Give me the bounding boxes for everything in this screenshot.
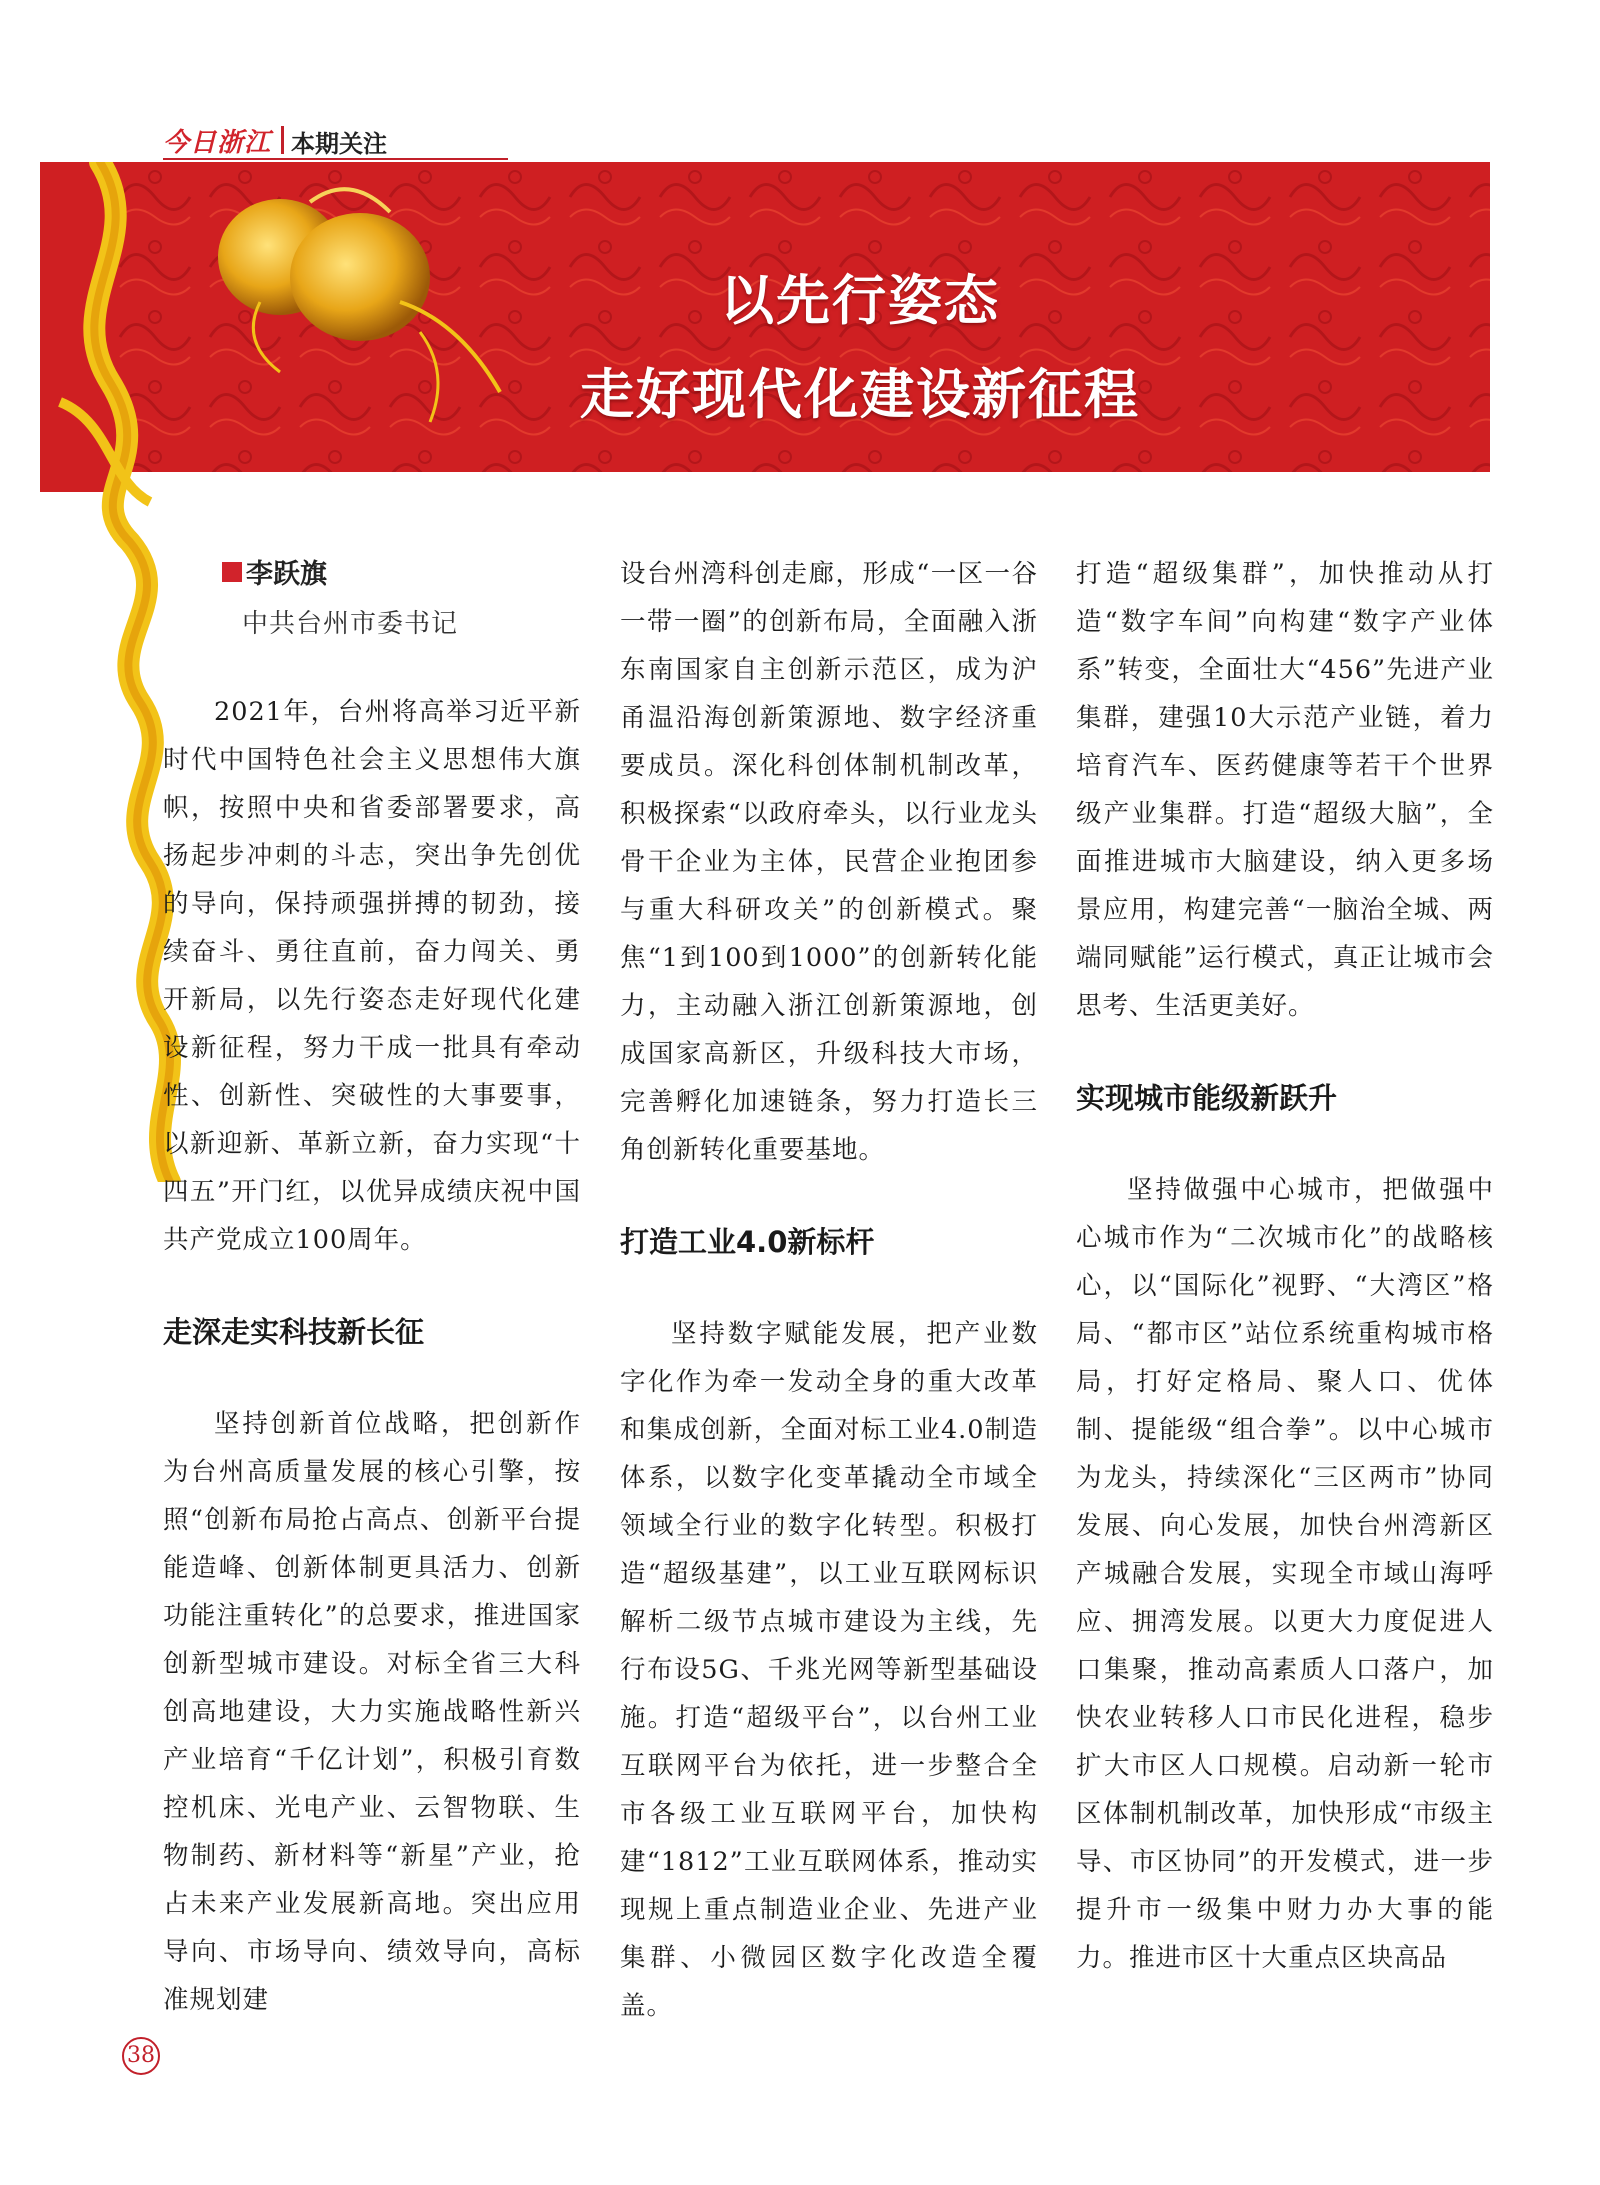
article-title-line-1: 以先行姿态 bbox=[720, 269, 1000, 332]
title-banner bbox=[110, 162, 1490, 472]
author-title: 中共台州市委书记 bbox=[242, 609, 459, 639]
article-title-line-2: 走好现代化建设新征程 bbox=[580, 363, 1140, 426]
paragraph: 设台州湾科创走廊，形成“一区一谷一带一圈”的创新布局，全面融入浙东南国家自主创新示范区，成为沪甬温沿海创新策源地、数字经济重要成员。深化科创体制机制改革，积极探索“以政府牵头，以行业龙头骨干企业为主体，民营企业抱团参与重大科研攻关”的创新模式。聚焦“1到100到1000”的创新转化能力，主动融入浙江创新策源地，创成国家高新区，升级科技大市场，完善孵化加速链条，努力打造长三角创新转化重要基地。 bbox=[620, 559, 1038, 1165]
paragraph: 坚持数字赋能发展，把产业数字化作为牵一发动全身的重大改革和集成创新，全面对标工业4.0制造体系，以数字化变革撬动全市域全领域全行业的数字化转型。积极打造“超级基建”，以工业互联网标识解析二级节点城市建设为主线，先行布设5G、千兆光网等新型基础设施。打造“超级平台”，以台州工业互联网平台为依托，进一步整合全市各级工业互联网平台，加快构建“1812”工业互联网体系，推动实现规上重点制造业企业、先进产业集群、小微园区数字化改造全覆盖。 bbox=[620, 1319, 1038, 2021]
section-heading: 走深走实科技新长征 bbox=[163, 1315, 425, 1349]
magazine-header bbox=[163, 122, 508, 160]
text-column-2 bbox=[620, 550, 1038, 2030]
text-column-3 bbox=[1076, 550, 1494, 1982]
author-block bbox=[222, 552, 458, 640]
paragraph: 坚持创新首位战略，把创新作为台州高质量发展的核心引擎，按照“创新布局抢占高点、创新平台提能造峰、创新体制更具活力、创新功能注重转化”的总要求，推进国家创新型城市建设。对标全省三大科创高地建设，大力实施战略性新兴产业培育“千亿计划”，积极引育数控机床、光电产业、云智物联、生物制药、新材料等“新星”产业，抢占未来产业发展新高地。突出应用导向、市场导向、绩效导向，高标准规划建 bbox=[163, 1409, 581, 2015]
section-heading: 打造工业4.0新标杆 bbox=[620, 1225, 875, 1259]
author-name-text: 李跃旗 bbox=[246, 559, 327, 590]
paragraph: 2021年，台州将高举习近平新时代中国特色社会主义思想伟大旗帜，按照中央和省委部署要求，高扬起步冲刺的斗志，突出争先创优的导向，保持顽强拼搏的韧劲，接续奋斗、勇往直前，奋力闯关、勇开新局，以先行姿态走好现代化建设新征程，努力干成一批具有牵动性、创新性、突破性的大事要事，以新迎新、革新立新，奋力实现“十四五”开门红，以优异成绩庆祝中国共产党成立100周年。 bbox=[163, 697, 581, 1255]
paragraph: 坚持做强中心城市，把做强中心城市作为“二次城市化”的战略核心，以“国际化”视野、“大湾区”格局、“都市区”站位系统重构城市格局，打好定格局、聚人口、优体制、提能级“组合拳”。以中心城市为龙头，持续深化“三区两市”协同发展、向心发展，加快台州湾新区产城融合发展，实现全市域山海呼应、拥湾发展。以更大力度促进人口集聚，推动高素质人口落户，加快农业转移人口市民化进程，稳步扩大市区人口规模。启动新一轮市区体制机制改革，加快形成“市级主导、市区协同”的开发模式，进一步提升市一级集中财力办大事的能力。推进市区十大重点区块高品 bbox=[1076, 1175, 1494, 1973]
section-heading: 实现城市能级新跃升 bbox=[1076, 1081, 1338, 1115]
section-tag: 本期关注 bbox=[291, 130, 387, 158]
masthead-logo: 今日浙江 bbox=[163, 128, 272, 158]
paragraph: 打造“超级集群”，加快推动从打造“数字车间”向构建“数字产业体系”转变，全面壮大“456”先进产业集群，建强10大示范产业链，着力培育汽车、医药健康等若干个世界级产业集群。打造“超级大脑”，全面推进城市大脑建设，纳入更多场景应用，构建完善“一脑治全城、两端同赋能”运行模式，真正让城市会思考、生活更美好。 bbox=[1076, 559, 1494, 1021]
page-number: 38 bbox=[122, 2037, 160, 2075]
header-divider bbox=[281, 126, 284, 154]
author-name bbox=[222, 552, 458, 591]
square-bullet-icon bbox=[222, 562, 242, 582]
text-column-1 bbox=[163, 688, 581, 2024]
